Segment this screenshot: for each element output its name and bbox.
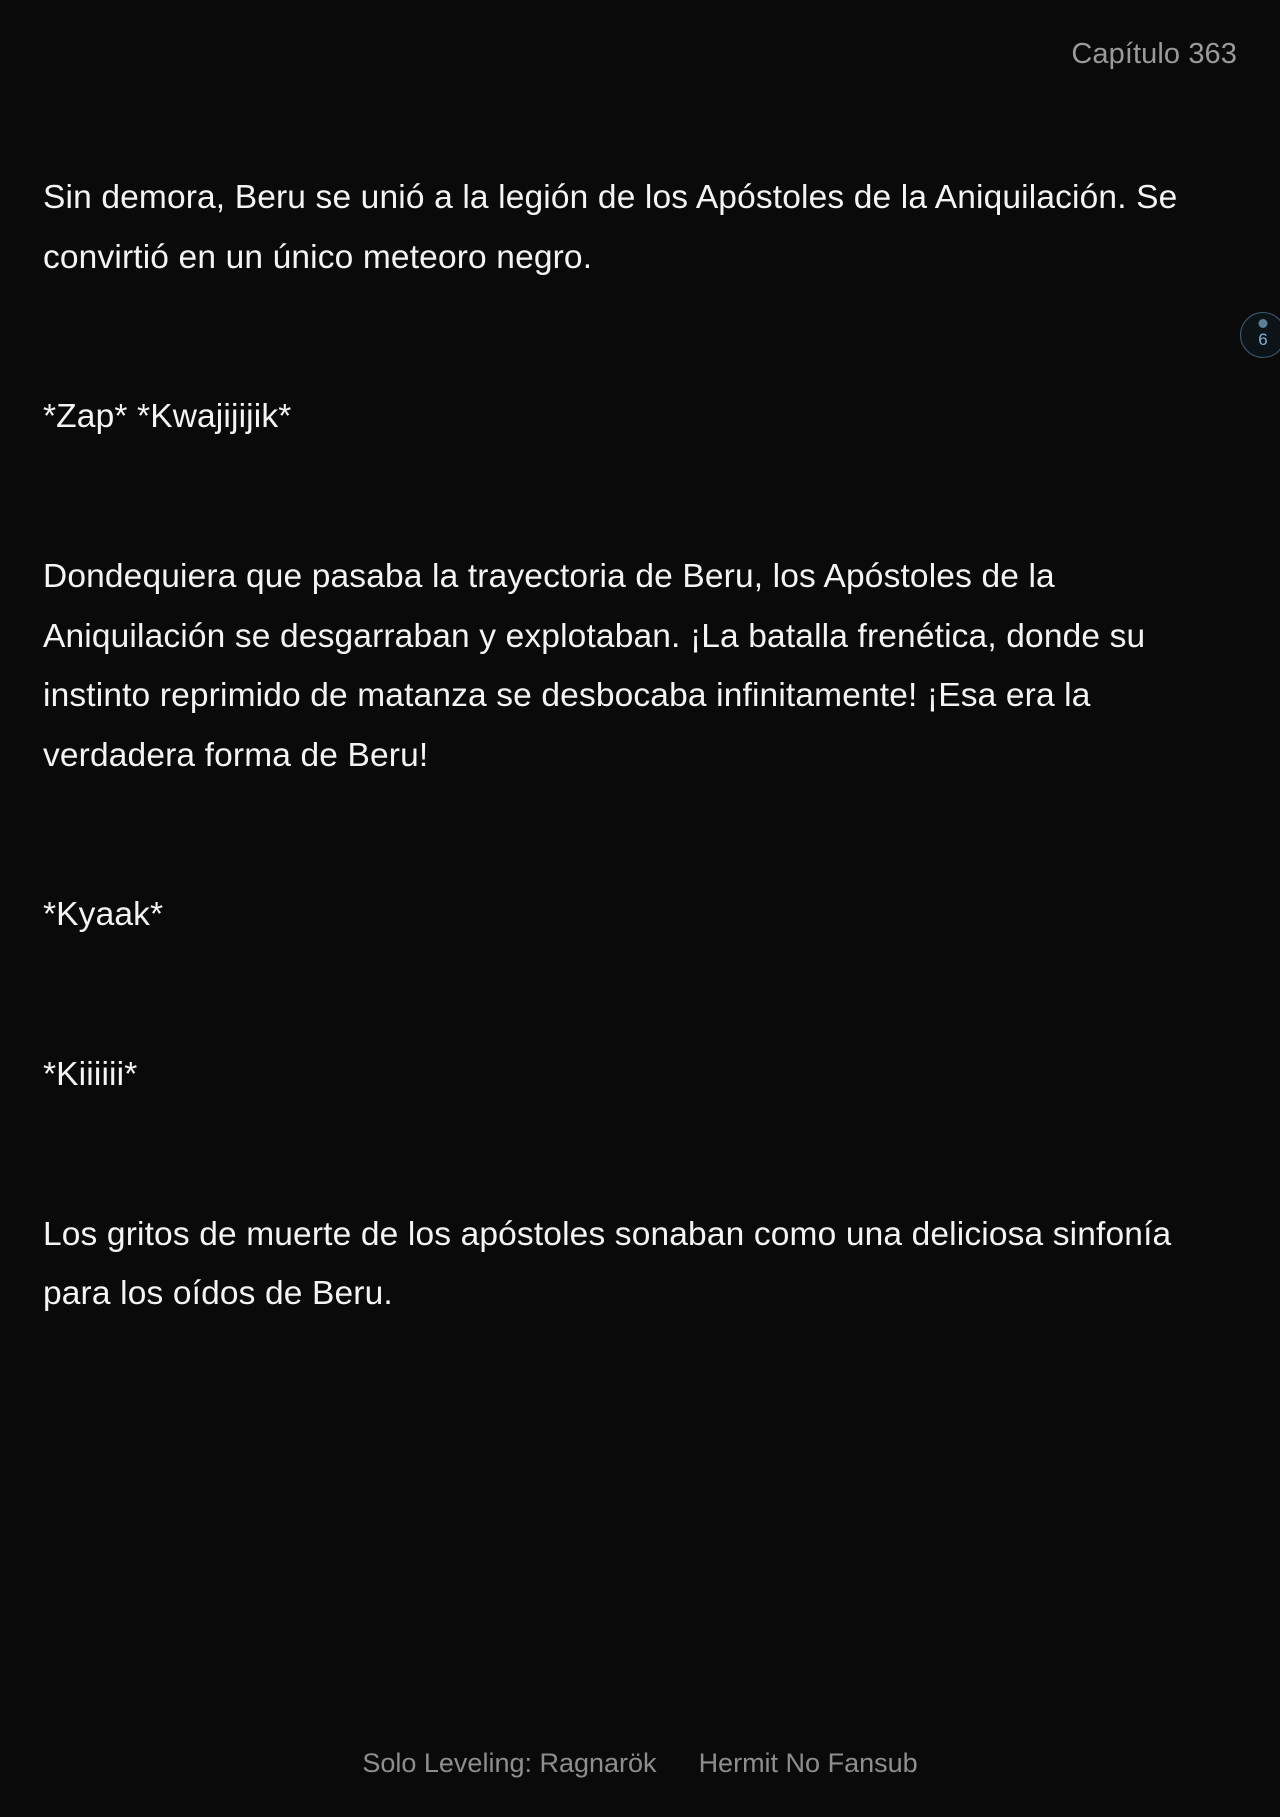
sound-effect-line: *Kiiiiii* [43,1056,138,1093]
sound-effect-line: *Kyaak* [43,896,164,934]
comment-count: 6 [1258,330,1268,349]
chapter-text-body [43,168,1223,1380]
marker-dot-icon [1259,319,1268,328]
chapter-label: Capítulo 363 [1071,38,1237,70]
comment-marker-badge[interactable] [1240,312,1280,358]
paragraph: Los gritos de muerte de los apóstoles sonaban como una deliciosa sinfonía para los oídos de Beru. [43,1215,1172,1313]
footer [0,1748,1280,1779]
sound-effect-line: *Zap* *Kwajijijik* [43,398,292,436]
paragraph: Sin demora, Beru se unió a la legión de los Apóstoles de la Aniquilación. Se convirtió en un único meteoro negro. [43,179,1178,276]
fansub-credit: Hermit No Fansub [698,1748,918,1778]
series-title: Solo Leveling: Ragnarök [362,1748,657,1778]
paragraph: Dondequiera que pasaba la trayectoria de Beru, los Apóstoles de la Aniquilación se desgarraban y explotaban. ¡La batalla frenética, donde su instinto reprimido de matanza se desbocaba infinitamente! ¡Esa era la verdadera forma de Beru! [43,557,1146,774]
